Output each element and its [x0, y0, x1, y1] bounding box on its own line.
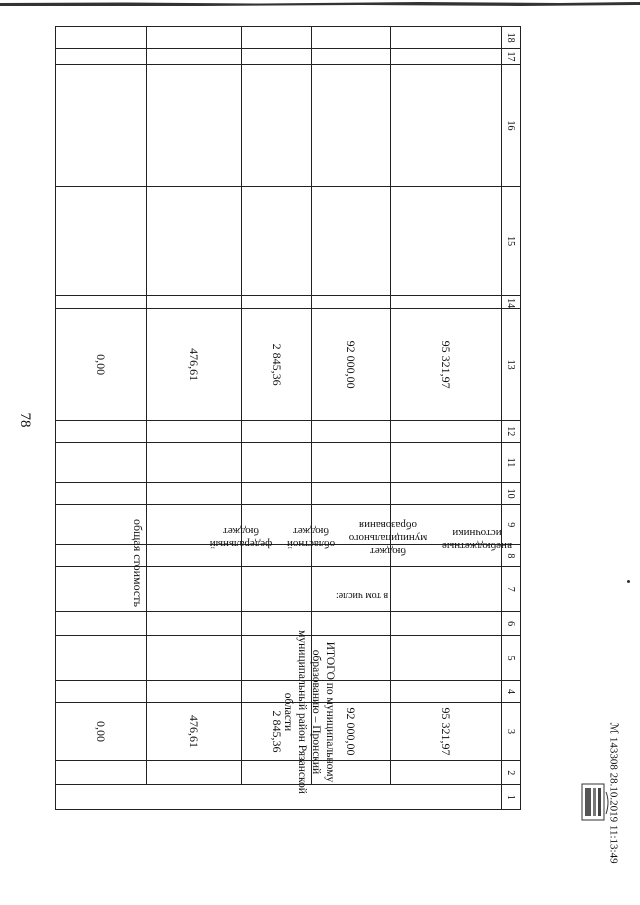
label-in-that-number: в том числе:: [335, 590, 389, 601]
col-num: 9: [501, 505, 520, 545]
col-num: 1: [501, 785, 520, 810]
signature-mark: ℳ: [607, 721, 620, 734]
col-num: 14: [501, 296, 520, 309]
col-num: 6: [501, 611, 520, 635]
col-num: 8: [501, 545, 520, 567]
label-in-that-number-cell: [203, 580, 521, 618]
label-municipal: бюджет муниципального образования: [348, 519, 428, 557]
col-num: 12: [501, 420, 520, 442]
value-cell: 95 321,97: [390, 309, 501, 420]
label-regional: областной бюджет: [286, 525, 336, 550]
col-num: 16: [501, 64, 520, 186]
value-cell: 92 000,00: [311, 703, 390, 761]
scan-edge: [0, 0, 640, 8]
col-num: 18: [501, 27, 520, 49]
column-number-row: [501, 27, 520, 810]
label-itogo: ИТОГО по муниципальному образованию – Пронский муниципальный район Рязанской области: [282, 630, 336, 794]
col-num: 11: [501, 442, 520, 482]
col-num: 7: [501, 567, 520, 611]
col-num: 17: [501, 49, 520, 65]
value-cell: 92 000,00: [311, 309, 390, 420]
col-num: 3: [501, 703, 520, 761]
doc-stamp: 143308 28.10.2019 11:13:49: [607, 736, 620, 864]
value-cell: 476,61: [146, 703, 241, 761]
value-cell: 476,61: [146, 309, 241, 420]
col-num: 15: [501, 187, 520, 296]
col-num: 2: [501, 760, 520, 784]
value-cell: 0,00: [56, 309, 147, 420]
document-footer: [605, 700, 621, 885]
value-cell: 2 845,36: [241, 703, 311, 761]
value-cell: 95 321,97: [390, 703, 501, 761]
label-federal: федеральный бюджет: [209, 525, 273, 550]
label-total: общая стоимость: [131, 519, 145, 607]
table-row-total: [390, 27, 501, 810]
table-row-municipal: [146, 27, 241, 810]
label-total-cell: [75, 508, 201, 618]
label-offbudget: внебюджетные источники: [441, 527, 513, 552]
scan-speck: [627, 580, 630, 583]
label-federal-cell: [203, 508, 279, 580]
label-itogo-cell: [260, 622, 340, 802]
col-num: 13: [501, 309, 520, 420]
label-offbudget-cell: [434, 508, 520, 580]
col-num: 5: [501, 636, 520, 680]
label-regional-cell: [280, 508, 342, 580]
col-num: 10: [501, 482, 520, 504]
value-cell: 2 845,36: [241, 309, 311, 420]
table-row-offbudget: [56, 27, 147, 810]
value-cell: 0,00: [56, 703, 147, 761]
col-num: 4: [501, 680, 520, 702]
page-number: 78: [17, 412, 33, 428]
label-municipal-cell: [343, 508, 433, 580]
